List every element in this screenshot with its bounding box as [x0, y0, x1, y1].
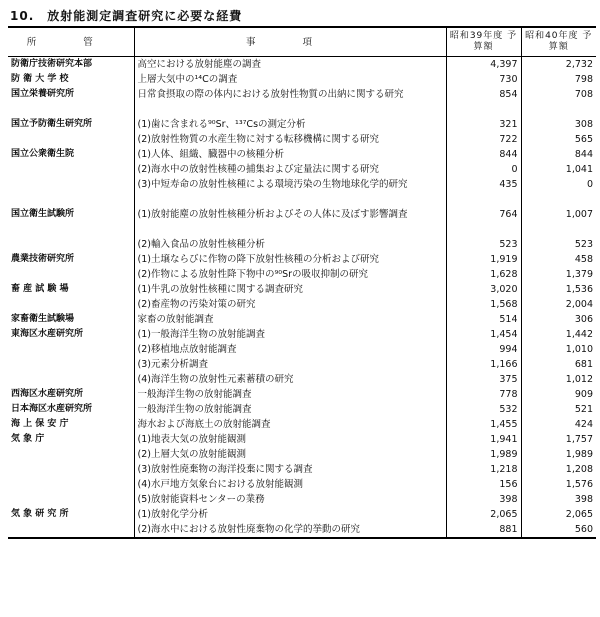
row-item: 日常食摂取の際の体内における放射性物質の出納に関する研究	[134, 87, 446, 117]
table-row	[8, 432, 596, 447]
row-fy40: 909	[521, 387, 596, 402]
row-fy40: 523	[521, 237, 596, 252]
row-org: 西海区水産研究所	[11, 389, 84, 399]
table-row	[8, 357, 596, 372]
row-org	[8, 162, 134, 177]
row-org	[8, 132, 134, 147]
row-item: (3)放射性廃棄物の海洋投棄に関する調査	[134, 462, 446, 477]
page-title: 10. 放射能測定調査研究に必要な経費	[10, 9, 243, 23]
row-fy39: 0	[446, 162, 521, 177]
row-fy40: 1,576	[521, 477, 596, 492]
row-org	[8, 342, 134, 357]
row-fy39: 1,628	[446, 267, 521, 282]
header-item: 事 項	[134, 27, 446, 57]
table-row	[8, 417, 596, 432]
header-fy40: 昭和40年度 予算額	[521, 27, 596, 57]
row-item: (2)輸入食品の放射性核種分析	[134, 237, 446, 252]
row-fy39: 764	[446, 207, 521, 237]
table-row	[8, 297, 596, 312]
row-item: 上層大気中の¹⁴Cの調査	[134, 72, 446, 87]
row-item: (3)元素分析調査	[134, 357, 446, 372]
row-org: 海 上 保 安 庁	[11, 419, 69, 429]
row-fy40: 681	[521, 357, 596, 372]
row-fy39: 1,218	[446, 462, 521, 477]
table-row	[8, 462, 596, 477]
row-fy40: 708	[521, 87, 596, 117]
row-fy39: 778	[446, 387, 521, 402]
row-item: (5)放射能資料センターの業務	[134, 492, 446, 507]
row-item: (2)移植地点放射能調査	[134, 342, 446, 357]
row-org	[8, 177, 134, 207]
row-fy39: 1,568	[446, 297, 521, 312]
row-org	[8, 372, 134, 387]
row-fy39: 844	[446, 147, 521, 162]
row-org: 農業技術研究所	[11, 254, 75, 264]
row-fy40: 1,041	[521, 162, 596, 177]
row-fy39: 2,065	[446, 507, 521, 522]
row-fy39: 398	[446, 492, 521, 507]
row-item: (2)上層大気の放射能観測	[134, 447, 446, 462]
row-org: 国立公衆衛生院	[11, 149, 75, 159]
row-fy39: 532	[446, 402, 521, 417]
row-fy39: 514	[446, 312, 521, 327]
row-org	[8, 297, 134, 312]
table-row	[8, 477, 596, 492]
row-fy40: 398	[521, 492, 596, 507]
table-row	[8, 447, 596, 462]
table-row	[8, 162, 596, 177]
row-fy40: 1,010	[521, 342, 596, 357]
table-row	[8, 402, 596, 417]
row-fy40: 1,536	[521, 282, 596, 297]
table-row	[8, 207, 596, 237]
table-header-row	[8, 27, 596, 57]
row-fy40: 565	[521, 132, 596, 147]
row-fy39: 4,397	[446, 57, 521, 73]
table-row	[8, 147, 596, 162]
budget-table	[8, 26, 596, 539]
row-item: (1)歯に含まれる⁹⁰Sr、¹³⁷Csの測定分析	[134, 117, 446, 132]
row-item: 一般海洋生物の放射能調査	[134, 387, 446, 402]
table-row	[8, 267, 596, 282]
table-row	[8, 72, 596, 87]
row-item: (1)土壌ならびに作物の降下放射性核種の分析および研究	[134, 252, 446, 267]
row-fy40: 1,442	[521, 327, 596, 342]
row-item: (1)放射化学分析	[134, 507, 446, 522]
row-fy39: 375	[446, 372, 521, 387]
table-row	[8, 327, 596, 342]
row-org	[8, 492, 134, 507]
row-item: 海水および海底土の放射能調査	[134, 417, 446, 432]
row-org: 防衛庁技術研究本部	[11, 59, 93, 69]
row-fy40: 2,065	[521, 507, 596, 522]
row-item: (4)海洋生物の放射性元素蓄積の研究	[134, 372, 446, 387]
row-item: 家畜の放射能調査	[134, 312, 446, 327]
row-org: 家畜衛生試験場	[11, 314, 75, 324]
table-row	[8, 132, 596, 147]
row-org	[8, 522, 134, 538]
table-row	[8, 87, 596, 117]
row-fy40: 306	[521, 312, 596, 327]
row-item: (3)中短寿命の放射性核種による環境汚染の生物地球化学的研究	[134, 177, 446, 207]
row-item: (1)地表大気の放射能観測	[134, 432, 446, 447]
row-fy39: 1,989	[446, 447, 521, 462]
row-fy40: 1,012	[521, 372, 596, 387]
header-org: 所 管	[26, 36, 115, 48]
row-fy40: 521	[521, 402, 596, 417]
row-fy40: 1,989	[521, 447, 596, 462]
row-org	[8, 237, 134, 252]
row-fy40: 424	[521, 417, 596, 432]
header-fy39: 昭和39年度 予算額	[446, 27, 521, 57]
row-fy40: 1,379	[521, 267, 596, 282]
row-fy40: 2,732	[521, 57, 596, 73]
row-fy39: 1,166	[446, 357, 521, 372]
row-item: (2)海水中の放射性核種の捕集および定量法に関する研究	[134, 162, 446, 177]
row-fy40: 844	[521, 147, 596, 162]
table-row	[8, 387, 596, 402]
row-org: 気 象 庁	[11, 434, 45, 444]
row-fy40: 1,208	[521, 462, 596, 477]
table-row	[8, 117, 596, 132]
row-org: 国立栄養研究所	[11, 89, 75, 99]
row-org: 気 象 研 究 所	[11, 509, 69, 519]
row-org	[8, 447, 134, 462]
row-fy39: 1,454	[446, 327, 521, 342]
row-fy39: 1,455	[446, 417, 521, 432]
row-fy40: 560	[521, 522, 596, 538]
table-row	[8, 177, 596, 207]
row-item: 高空における放射能塵の調査	[134, 57, 446, 73]
row-item: (4)水戸地方気象台における放射能観測	[134, 477, 446, 492]
row-org: 防 衛 大 学 校	[11, 74, 69, 84]
row-fy39: 994	[446, 342, 521, 357]
row-org: 東海区水産研究所	[11, 329, 84, 339]
row-fy40: 0	[521, 177, 596, 207]
table-row	[8, 372, 596, 387]
row-fy39: 1,941	[446, 432, 521, 447]
row-item: 一般海洋生物の放射能調査	[134, 402, 446, 417]
table-row	[8, 507, 596, 522]
row-fy40: 1,007	[521, 207, 596, 237]
row-fy39: 1,919	[446, 252, 521, 267]
row-item: (1)人体、組織、臓器中の核種分析	[134, 147, 446, 162]
row-org	[8, 357, 134, 372]
row-fy39: 435	[446, 177, 521, 207]
table-row	[8, 492, 596, 507]
row-item: (1)牛乳の放射性核種に関する調査研究	[134, 282, 446, 297]
row-item: (1)放射能塵の放射性核種分析およびその人体に及ぼす影響調査	[134, 207, 446, 237]
table-row	[8, 312, 596, 327]
table-row	[8, 237, 596, 252]
row-fy39: 722	[446, 132, 521, 147]
table-row	[8, 342, 596, 357]
row-fy39: 730	[446, 72, 521, 87]
row-item: (2)畜産物の汚染対策の研究	[134, 297, 446, 312]
row-org	[8, 477, 134, 492]
row-fy40: 1,757	[521, 432, 596, 447]
row-fy40: 458	[521, 252, 596, 267]
table-row	[8, 282, 596, 297]
row-item: (2)海水中における放射性廃棄物の化学的挙動の研究	[134, 522, 446, 538]
table-row	[8, 252, 596, 267]
row-fy39: 523	[446, 237, 521, 252]
table-row	[8, 57, 596, 73]
row-fy40: 2,004	[521, 297, 596, 312]
row-fy39: 156	[446, 477, 521, 492]
table-row	[8, 522, 596, 538]
row-fy40: 798	[521, 72, 596, 87]
row-item: (2)放射性物質の水産生物に対する転移機構に関する研究	[134, 132, 446, 147]
row-fy39: 881	[446, 522, 521, 538]
row-fy39: 3,020	[446, 282, 521, 297]
row-org: 国立衛生試験所	[11, 209, 75, 219]
row-org	[8, 462, 134, 477]
row-org: 畜 産 試 験 場	[11, 284, 69, 294]
row-org: 日本海区水産研究所	[11, 404, 93, 414]
row-item: (2)作物による放射性降下物中の⁹⁰Srの吸収抑制の研究	[134, 267, 446, 282]
row-org: 国立予防衛生研究所	[11, 119, 93, 129]
row-org	[8, 267, 134, 282]
row-fy39: 854	[446, 87, 521, 117]
row-fy40: 308	[521, 117, 596, 132]
row-item: (1)一般海洋生物の放射能調査	[134, 327, 446, 342]
row-fy39: 321	[446, 117, 521, 132]
